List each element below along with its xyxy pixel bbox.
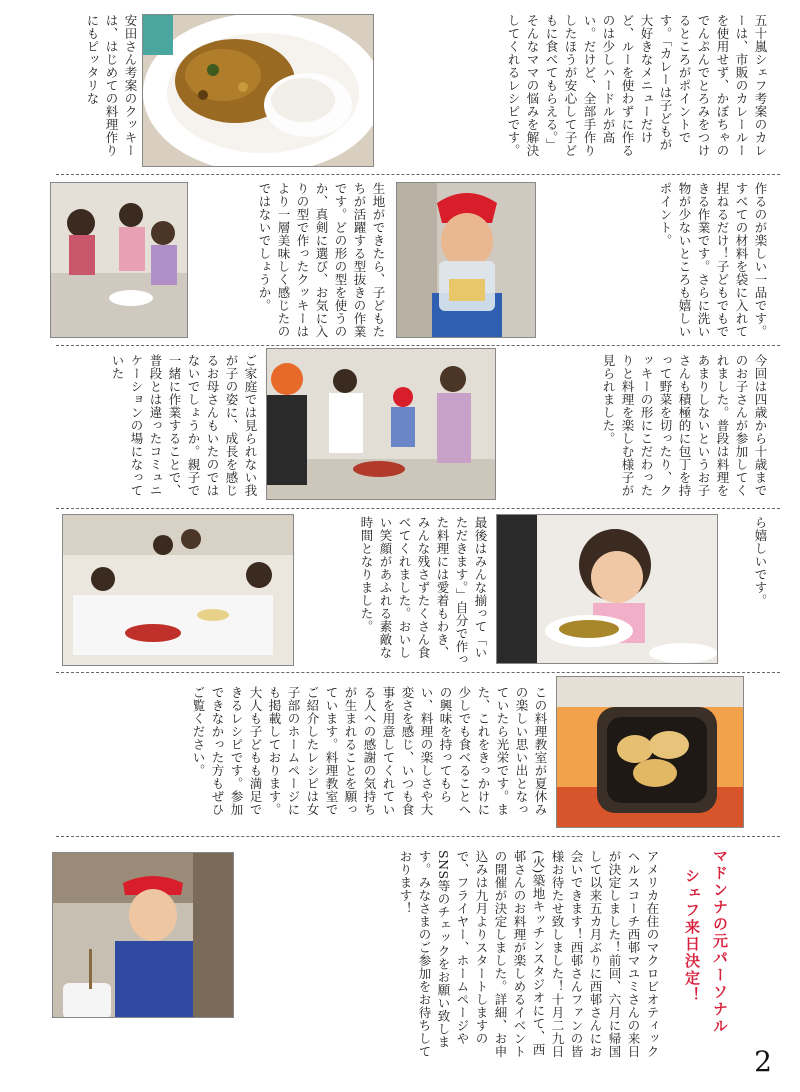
divider-4 xyxy=(56,672,780,673)
divider-5 xyxy=(56,836,780,837)
table-illustration xyxy=(63,515,294,666)
page-number: 2 xyxy=(754,1045,772,1078)
kids-kitchen-photo xyxy=(50,182,188,338)
kitchen-illustration xyxy=(51,183,188,338)
cutting-article-text: 生地ができたら、子どもたちが活躍する型抜きの作業です。どの形の型を使うのか、真剣に選び、お気に入りの型で作ったクッキーはより一層美味しく感じたのではないでしょうか。 xyxy=(257,182,386,338)
divider-2 xyxy=(56,345,780,346)
divider-3 xyxy=(56,508,780,509)
curry-illustration xyxy=(143,15,374,167)
boy-illustration xyxy=(397,183,536,338)
cookie-article-text: 作るのが楽しい一品です。すべての材料を袋に入れて捏ねるだけ！子どもでもできる作業です。さらに洗い物が少ないところも嬉しいポイント。 xyxy=(658,182,768,338)
class-illustration xyxy=(267,349,496,500)
continued-text: ら嬉しいです。 xyxy=(753,516,768,607)
cookies-illustration xyxy=(557,677,744,828)
family-article-text: ご家庭では見られない我が子の姿に、成長を感じるお母さんもいたのではないでしょうか。親子で一緒に作業することで、普段とは違ったコミュニケーションの場になっていた xyxy=(110,354,258,497)
itadakimasu-text: 最後はみんな揃って「いただきます。」自分で作った料理には愛着もわき、みんな残さずたくさん食べてくれました。おいしい笑顔があふれる素敵な時間となりました。 xyxy=(359,516,488,666)
eating-together-photo xyxy=(62,514,294,666)
chef-illustration xyxy=(53,853,234,1018)
chef-photo xyxy=(52,852,234,1018)
boy-with-bag-photo xyxy=(396,182,536,338)
announcement-headline-1: マドンナの元パーソナル xyxy=(711,848,729,1035)
girl-illustration xyxy=(497,515,718,664)
curry-photo xyxy=(142,14,374,167)
girl-eating-photo xyxy=(496,514,718,664)
announcement-headline-2: シェフ来日決定！ xyxy=(683,868,701,1004)
cooking-class-photo xyxy=(266,348,496,500)
cookies-photo xyxy=(556,676,744,828)
participants-article-text: 今回は四歳から十歳までのお子さんが参加してくれました。普段は料理をあまりしないというお子さんも積極的に包丁を持って野菜を切ったり、クッキーの形にこだわったりと料理を楽しむ様子が見られました。 xyxy=(601,354,768,497)
divider-1 xyxy=(56,174,780,175)
announcement-text: アメリカ在住のマクロビオティックヘルスコーチ西邨マユミさんの来日が決定しました！前回、六月に帰国して以来五カ月ぶりに西邨さんにお会いできます！西邨さんファンの皆様お待たせ致しました！十月二九日(火)築地キッチンスタジオにて、西邨さんのお料理が楽しめるイベントの開催が決定しました。詳細、お申込みは九月よりスタートしますので、フライヤー、ホームページやSNS等のチェックをお願い致します。みなさまのご参加をお待ちしております！ xyxy=(398,850,660,1058)
curry-article-text: 五十嵐シェフ考案のカレーは、市販のカレールーを使用せず、かぼちゃのでんぷんでとろみをつけるところがポイントです。「カレーは子どもが大好きなメニューだけど、ルーを使わずに作るのは少しハードルが高い。だけど、全部手作りしたほうが安心して子どもに食べてもらえる。」そんなママの悩みを解決してくれるレシピです。 xyxy=(506,14,768,157)
closing-article-text: この料理教室が夏休みの楽しい思い出となっていたら光栄です。また、これをきっかけに少しでも食べることへの興味を持ってもらい、料理の楽しさや大変さを感じ、いつも食事を用意してくれている人への感謝の気持ちが生まれることを願っています。料理教室でご紹介したレシピは女子部のホームページにも掲載しております。大人も子どもも満足できるレシピです。参加できなかった方もぜひご覧ください。 xyxy=(191,686,548,816)
cookie-intro-text: 安田さん考案のクッキーは、はじめての料理作りにもピッタリな xyxy=(85,14,138,157)
